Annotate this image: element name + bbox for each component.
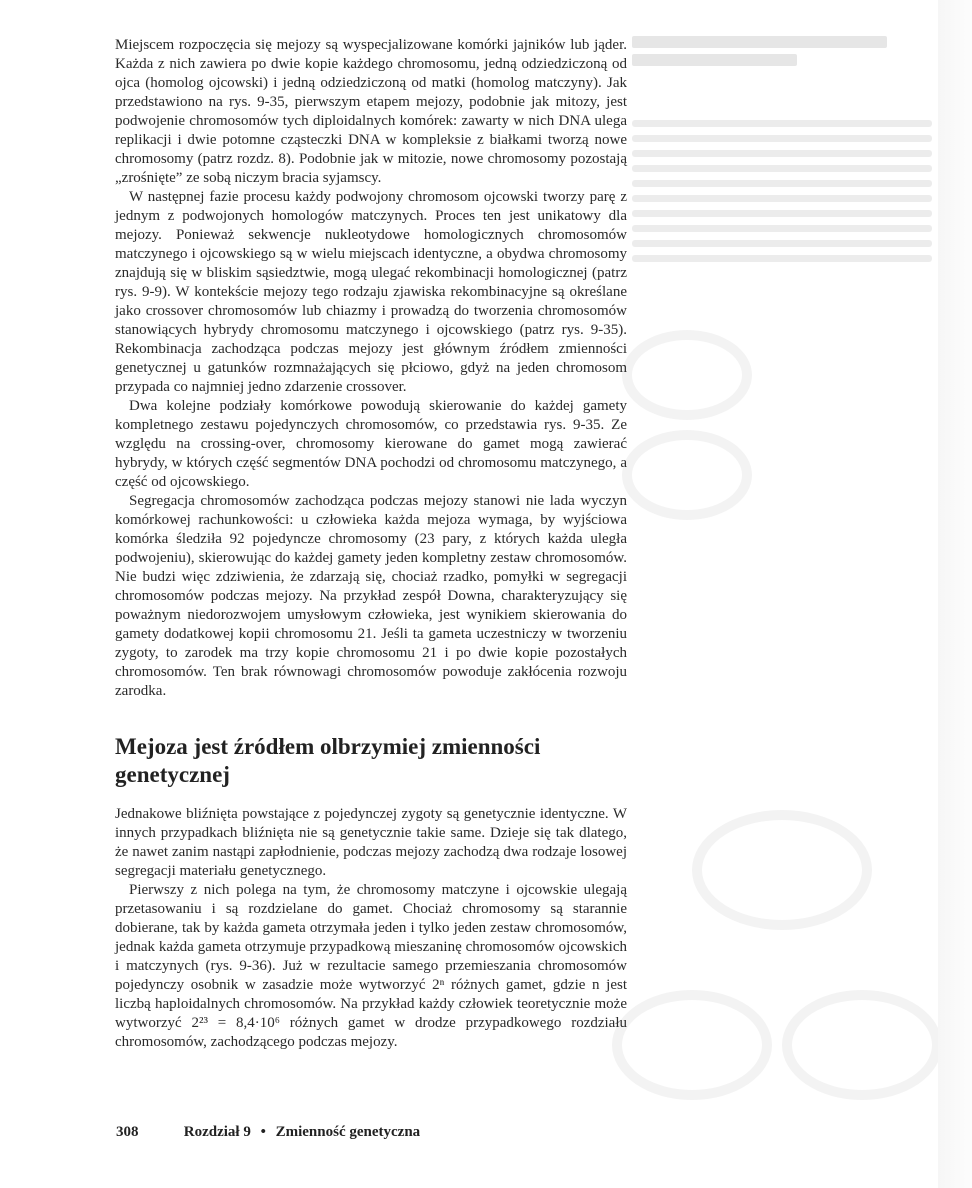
section-heading: Mejoza jest źródłem olbrzymiej zmienności genetycznej <box>115 734 541 787</box>
bullet-separator: • <box>260 1124 266 1140</box>
paragraph: Pierwszy z nich polega na tym, że chromosomy matczyne i ojcowskie ulegają przetasowaniu i są rozdzielane do gamet. Chociaż chromosomy są starannie dobierane, tak by każda gameta otrzymała jeden i tylko jeden zestaw chromosomów, jednak każda gameta otrzymuje przypadkową mieszaninę chromosomów ojcowskich i matczynych (rys. 9-36). Już w rezultacie samego przemieszania chromosomów pojedynczy osobnik w zasadzie może wytworzyć 2ⁿ różnych gamet, gdzie n jest liczbą haploidalnych chromosomów. Na przykład każdy człowiek teoretycznie może wytworzyć 2²³ = 8,4·10⁶ różnych gamet w drodze przypadkowego rozdziału chromosomów, zachodzącego podczas mejozy. <box>115 882 627 1050</box>
chapter-label: Rozdział 9 <box>183 1124 251 1140</box>
paragraph: Segregacja chromosomów zachodząca podczas mejozy stanowi nie lada wyczyn komórkowej rachunkowości: u człowieka każda mejoza wymaga, by wyjściowa komórka śledziła 92 pojedyncze chromosomy (23 pary, z których każda uległa podwojeniu), skierowując do każdej gamety jeden kompletny zestaw chromosomów. Nie budzi więc zdziwienia, że zdarzają się, chociaż rzadko, pomyłki w segregacji chromosomów podczas mejozy. Na przykład zespół Downa, charakteryzujący się poważnym niedorozwojem umysłowym człowieka, jest wynikiem skierowania do gamety dodatkowej kopii chromosomu 21. Jeśli ta gameta uczestniczy w tworzeniu zygoty, to zarodek ma trzy kopie chromosomu 21 i po dwie kopie pozostałych chromosomów. Ten brak równowagi chromosomów powoduje zakłócenia rozwoju zarodka. <box>115 493 627 699</box>
paragraph: Miejscem rozpoczęcia się mejozy są wyspecjalizowane komórki jajników lub jąder. Każda z nich zawiera po dwie kopie każdego chromosomu, jedną odziedziczoną od ojca (homolog ojcowski) i jedną odziedziczoną od matki (homolog matczyny). Jak przedstawiono na rys. 9-35, pierwszym etapem mejozy, podobnie jak mitozy, jest podwojenie chromosomów tych diploidalnych komórek: zawarty w nich DNA ulega replikacji i dwie potomne cząsteczki DNA w kompleksie z białkami tworzą nowe chromosomy (patrz rozdz. 8). Podobnie jak w mitozie, nowe chromosomy pozostają „zrośnięte” ze sobą niczym bracia syjamscy. <box>115 37 627 186</box>
paragraph: W następnej fazie procesu każdy podwojony chromosom ojcowski tworzy parę z jednym z podwojonych homologów matczynych. Proces ten jest unikatowy dla mejozy. Ponieważ sekwencje nukleotydowe homologicznych chromosomów matczynego i ojcowskiego są w wielu miejscach identyczne, a obydwa chromosomy znajdują się w bliskim sąsiedztwie, mogą ulegać rekombinacji homologicznej (patrz rys. 9-9). W kontekście mejozy tego rodzaju zjawiska rekombinacyjne są określane jako crossover chromosomów lub chiazmy i prowadzą do tworzenia chromosomów stanowiących hybrydy chromosomu matczynego i ojcowskiego (patrz rys. 9-35). Rekombinacja zachodząca podczas mejozy jest głównym źródłem zmienności genetycznej u gatunków rozmnażających się płciowo, gdyż na jeden chromosom przypada co najmniej jedno zdarzenie crossover. <box>115 189 627 395</box>
chapter-title: Zmienność genetyczna <box>275 1124 421 1140</box>
page-number: 308 <box>116 1124 139 1140</box>
facing-page-bleed <box>632 30 932 1110</box>
page-edge <box>938 0 972 1188</box>
paragraph: Dwa kolejne podziały komórkowe powodują skierowanie do każdej gamety kompletnego zestawu pojedynczych chromosomów, co przedstawia rys. 9-35. Ze względu na crossing-over, chromosomy kierowane do gamet mogą zawierać hybrydy, w których część segmentów DNA pochodzi od chromosomu matczynego, a część od ojcowskiego. <box>115 398 627 490</box>
text-column <box>115 36 627 1052</box>
paragraph: Jednakowe bliźnięta powstające z pojedynczej zygoty są genetycznie identyczne. W innych przypadkach bliźnięta nie są genetycznie takie same. Dzieje się tak dlatego, że nawet zanim nastąpi zapłodnienie, podczas mejozy zachodzą dwa rodzaje losowej segregacji materiału genetycznego. <box>115 806 627 879</box>
page-footer <box>116 1124 636 1141</box>
